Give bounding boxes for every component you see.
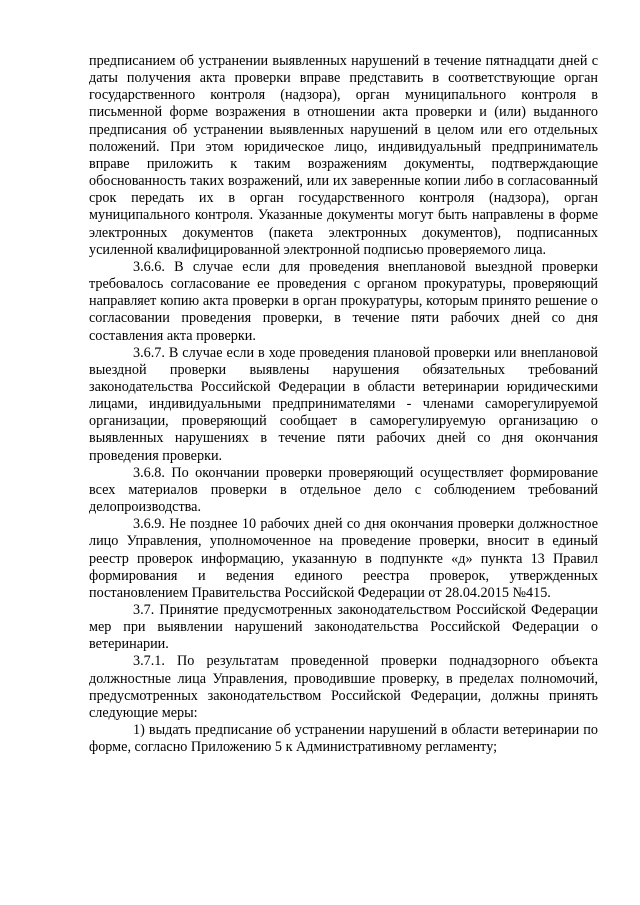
paragraph-3-7-1: 3.7.1. По результатам проведенной проверки поднадзорного объекта должностные лица Управления, проводившие проверку, в пределах полномочий, предусмотренных законодательством Российской Федерации, должны принять следующие меры:	[89, 653, 598, 721]
document-body	[89, 53, 598, 756]
paragraph-3-7: 3.7. Принятие предусмотренных законодательством Российской Федерации мер при выявлении нарушений законодательства Российской Федерации о ветеринарии.	[89, 602, 598, 653]
paragraph-objection-rights: предписанием об устранении выявленных нарушений в течение пятнадцати дней с даты получения акта проверки вправе представить в соответствующие орган государственного контроля (надзора), орган муниципального контроля в письменной форме возражения в отношении акта проверки и (или) выданного предписания об устранении выявленных нарушений в целом или его отдельных положений. При этом юридическое лицо, индивидуальный предприниматель вправе приложить к таким возражениям документы, подтверждающие обоснованность таких возражений, или их заверенные копии либо в согласованный срок передать их в орган государственного контроля (надзора), орган муниципального контроля. Указанные документы могут быть направлены в форме электронных документов (пакета электронных документов), подписанных усиленной квалифицированной электронной подписью проверяемого лица.	[89, 53, 598, 258]
list-item-1: 1) выдать предписание об устранении нарушений в области ветеринарии по форме, согласно Приложению 5 к Административному регламенту;	[89, 722, 598, 756]
paragraph-3-6-8: 3.6.8. По окончании проверки проверяющий осуществляет формирование всех материалов проверки в отдельное дело с соблюдением требований делопроизводства.	[89, 464, 598, 516]
paragraph-3-6-9: 3.6.9. Не позднее 10 рабочих дней со дня окончания проверки должностное лицо Управления, уполномоченное на проведение проверки, вносит в единый реестр проверок информацию, указанную в подпункте «д» пункта 13 Правил формирования и ведения единого реестра проверок, утвержденных постановлением Правительства Российской Федерации от 28.04.2015 №415.	[89, 516, 598, 601]
paragraph-3-6-7: 3.6.7. В случае если в ходе проведения плановой проверки или внеплановой выездной проверки выявлены нарушения обязательных требований законодательства Российской Федерации в области ветеринарии юридическими лицами, индивидуальными предпринимателями - членами саморегулируемой организации, проверяющий сообщает в саморегулируемую организацию о выявленных нарушениях в течение пяти рабочих дней со дня окончания проведения проверки.	[89, 344, 598, 464]
paragraph-3-6-6: 3.6.6. В случае если для проведения внеплановой выездной проверки требовалось согласование ее проведения с органом прокуратуры, проверяющий направляет копию акта проверки в орган прокуратуры, которым принято решение о согласовании проведения проверки, в течение пяти рабочих дней со дня составления акта проверки.	[89, 258, 598, 344]
